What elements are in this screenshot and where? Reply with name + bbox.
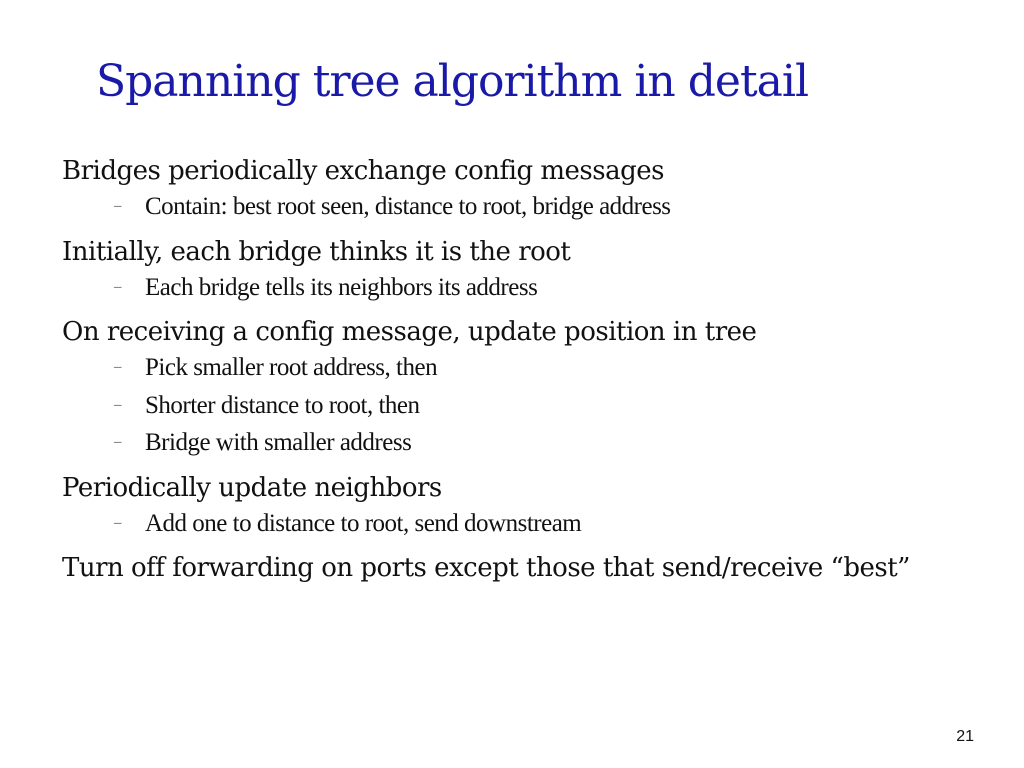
slide-title: Spanning tree algorithm in detail	[96, 56, 809, 107]
bullet-text: Periodically update neighbors	[62, 472, 442, 503]
bullet-text: Turn off forwarding on ports except those that send/receive “best”	[62, 553, 910, 583]
sub-bullet-text: Bridge with smaller address	[145, 429, 412, 456]
sub-bullet-list	[62, 349, 982, 462]
bullet-item	[62, 155, 982, 226]
bullet-list	[62, 155, 982, 585]
sub-bullet-item	[62, 505, 982, 543]
dash-marker-icon: –	[114, 514, 121, 531]
bullet-text: On receiving a config message, update position in tree	[62, 317, 757, 347]
dash-marker-icon: –	[114, 198, 121, 214]
sub-bullet-text: Pick smaller root address, then	[145, 354, 438, 381]
bullet-item	[62, 236, 982, 307]
bullet-item	[62, 316, 982, 462]
page-number: 21	[956, 728, 974, 745]
sub-bullet-item	[62, 349, 982, 387]
sub-bullet-text: Add one to distance to root, send downstream	[145, 509, 582, 537]
bullet-text: Initially, each bridge thinks it is the root	[62, 236, 571, 267]
sub-bullet-text: Shorter distance to root, then	[145, 391, 420, 419]
sub-bullet-item	[62, 387, 982, 425]
sub-bullet-item	[62, 269, 982, 307]
sub-bullet-list	[62, 269, 982, 307]
sub-bullet-text: Contain: best root seen, distance to root, bridge address	[145, 193, 671, 220]
sub-bullet-item	[62, 188, 982, 226]
sub-bullet-list	[62, 188, 982, 226]
dash-marker-icon: –	[114, 359, 121, 375]
sub-bullet-list	[62, 505, 982, 543]
bullet-item	[62, 472, 982, 543]
dash-marker-icon: –	[114, 278, 121, 295]
dash-marker-icon: –	[114, 396, 121, 413]
sub-bullet-item	[62, 424, 982, 462]
bullet-item	[62, 552, 1024, 585]
bullet-text: Bridges periodically exchange config messages	[62, 156, 664, 186]
dash-marker-icon: –	[114, 434, 121, 450]
sub-bullet-text: Each bridge tells its neighbors its address	[145, 273, 538, 301]
